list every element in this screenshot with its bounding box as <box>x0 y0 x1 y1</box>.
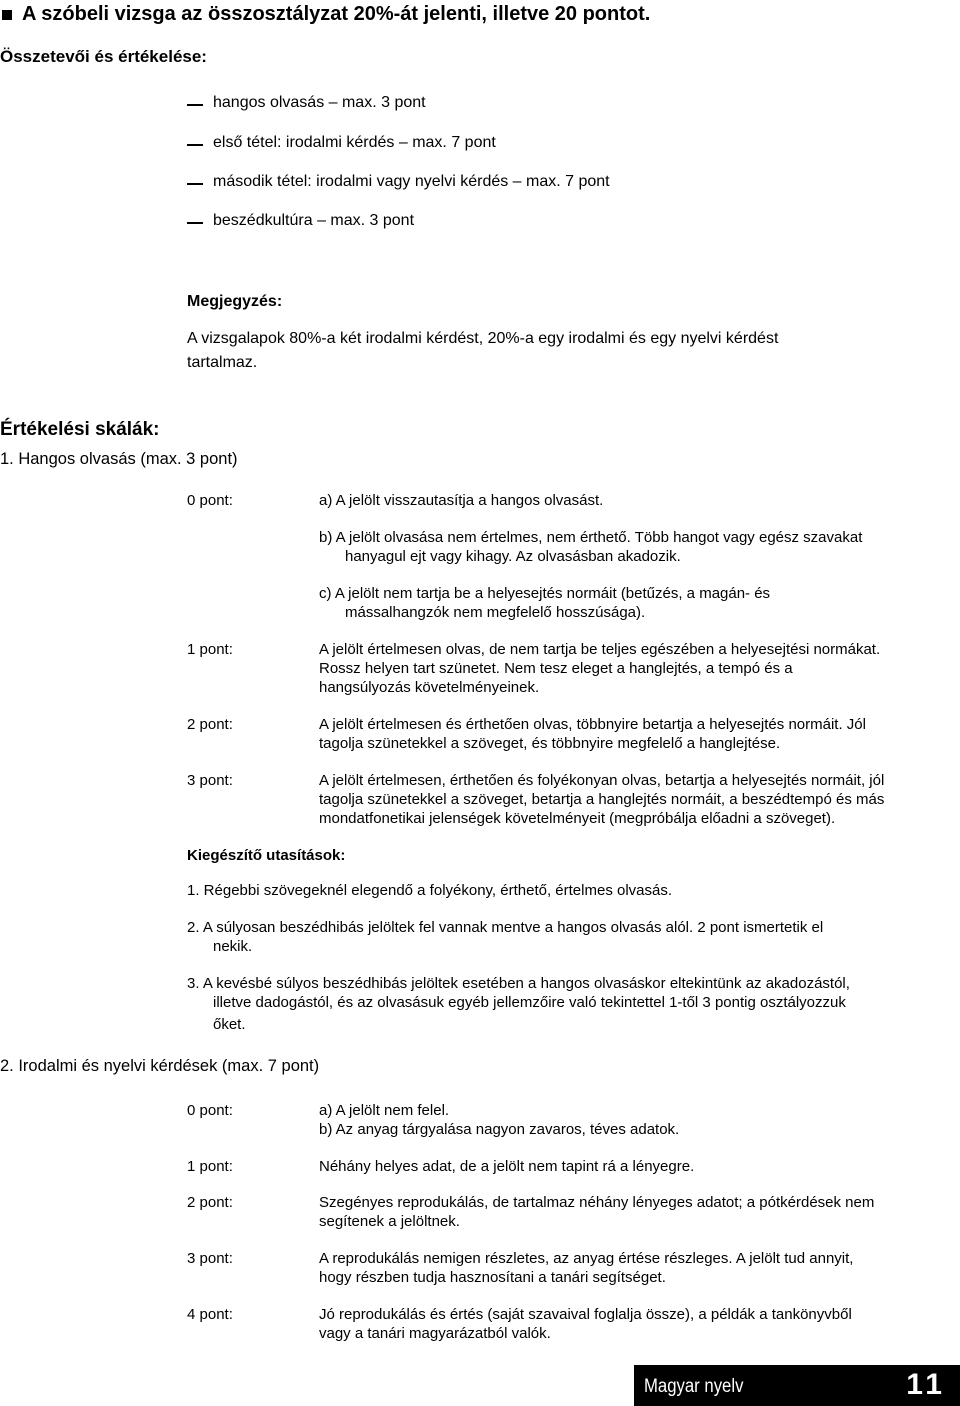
score-text: a) A jelölt nem felel. <box>319 1102 450 1119</box>
score-text: Szegényes reprodukálás, de tartalmaz néhány lényeges adatot; a pótkérdések nem <box>319 1194 875 1211</box>
dash-icon <box>187 183 203 185</box>
scales-title: Értékelési skálák: <box>0 419 160 440</box>
score-text: tagolja szünetekkel a szöveget, betartja a hanglejtés normáit, a beszédtempó és más <box>319 791 885 808</box>
score-text: a) A jelölt visszautasítja a hangos olvasást. <box>319 492 604 509</box>
page-number: 11 <box>906 1368 946 1401</box>
components-label: Összetevői és értékelése: <box>0 47 207 66</box>
section-heading: 1. Hangos olvasás (max. 3 pont) <box>0 450 238 468</box>
section-heading: 2. Irodalmi és nyelvi kérdések (max. 7 pont) <box>0 1057 320 1075</box>
component-item: második tétel: irodalmi vagy nyelvi kérdés – max. 7 pont <box>213 173 610 190</box>
extra-title: Kiegészítő utasítások: <box>187 847 346 864</box>
score-text: hanyagul ejt vagy kihagy. Az olvasásban akadozik. <box>345 548 681 565</box>
extra-item: illetve dadogástól, és az olvasásuk egyéb jellemzőire való tekintettel 1-től 3 pontig osztályozzuk <box>213 994 846 1011</box>
note-text: A vizsgalapok 80%-a két irodalmi kérdést, 20%-a egy irodalmi és egy nyelvi kérdést <box>187 330 779 347</box>
score-text: mássalhangzók nem megfelelő hosszúsága). <box>345 604 646 621</box>
score-text: Rossz helyen tart szünetet. Nem tesz eleget a hanglejtés, a tempó és a <box>319 660 793 677</box>
score-label: 2 pont: <box>187 1194 233 1211</box>
score-label: 3 pont: <box>187 772 233 789</box>
dash-icon <box>187 104 203 106</box>
score-text: mondatfonetikai jelenségek követelményeit (megpróbálja előadni a szöveget). <box>319 810 836 827</box>
extra-item: 3. A kevésbé súlyos beszédhibás jelöltek esetében a hangos olvasáskor eltekintünk az akadozástól, <box>187 975 850 992</box>
page-title: A szóbeli vizsga az összosztályzat 20%-át jelenti, illetve 20 pontot. <box>22 3 651 25</box>
score-label: 3 pont: <box>187 1250 233 1267</box>
page-footer <box>634 1365 960 1406</box>
score-label: 1 pont: <box>187 1158 233 1175</box>
title-row <box>0 0 960 28</box>
score-text: hogy részben tudja hasznosítani a tanári segítséget. <box>319 1269 666 1286</box>
note-title: Megjegyzés: <box>187 293 283 310</box>
extra-item: 1. Régebbi szövegeknél elegendő a folyékony, érthető, értelmes olvasás. <box>187 882 673 899</box>
score-text: tagolja szünetekkel a szöveget, és többnyire megfelelő a hanglejtése. <box>319 735 781 752</box>
score-label: 1 pont: <box>187 641 233 658</box>
score-text: vagy a tanári magyarázatból valók. <box>319 1325 551 1342</box>
score-text: Jó reprodukálás és értés (saját szavaival foglalja össze), a példák a tankönyvből <box>319 1306 852 1323</box>
square-bullet-icon <box>2 10 12 20</box>
score-text: Néhány helyes adat, de a jelölt nem tapint rá a lényegre. <box>319 1158 695 1175</box>
extra-item: őket. <box>213 1016 246 1033</box>
score-text: A jelölt értelmesen olvas, de nem tartja be teljes egészében a helyesejtési normákat. <box>319 641 881 658</box>
note-text: tartalmaz. <box>187 354 258 371</box>
dash-icon <box>187 222 203 224</box>
score-text: b) A jelölt olvasása nem értelmes, nem érthető. Több hangot vagy egész szavakat <box>319 529 863 546</box>
score-text: c) A jelölt nem tartja be a helyesejtés normáit (betűzés, a magán- és <box>319 585 771 602</box>
score-text: A reprodukálás nemigen részletes, az anyag értése részleges. A jelölt tud annyit, <box>319 1250 854 1267</box>
score-text: b) Az anyag tárgyalása nagyon zavaros, téves adatok. <box>319 1121 680 1138</box>
footer-subject: Magyar nyelv <box>644 1376 744 1397</box>
component-item: hangos olvasás – max. 3 pont <box>213 94 426 111</box>
extra-item: 2. A súlyosan beszédhibás jelöltek fel vannak mentve a hangos olvasás alól. 2 pont ismertetik el <box>187 919 824 936</box>
score-label: 2 pont: <box>187 716 233 733</box>
score-label: 0 pont: <box>187 492 233 509</box>
extra-item: nekik. <box>213 938 253 955</box>
score-label: 4 pont: <box>187 1306 233 1323</box>
component-item: első tétel: irodalmi kérdés – max. 7 pont <box>213 134 496 151</box>
score-text: A jelölt értelmesen és érthetően olvas, többnyire betartja a helyesejtés normáit. Jól <box>319 716 866 733</box>
component-item: beszédkultúra – max. 3 pont <box>213 212 415 229</box>
score-text: hangsúlyozás követelményeinek. <box>319 679 540 696</box>
dash-icon <box>187 144 203 146</box>
score-text: segítenek a jelöltnek. <box>319 1213 460 1230</box>
score-text: A jelölt értelmesen, érthetően és folyékonyan olvas, betartja a helyesejtés normáit, jól <box>319 772 885 789</box>
score-label: 0 pont: <box>187 1102 233 1119</box>
